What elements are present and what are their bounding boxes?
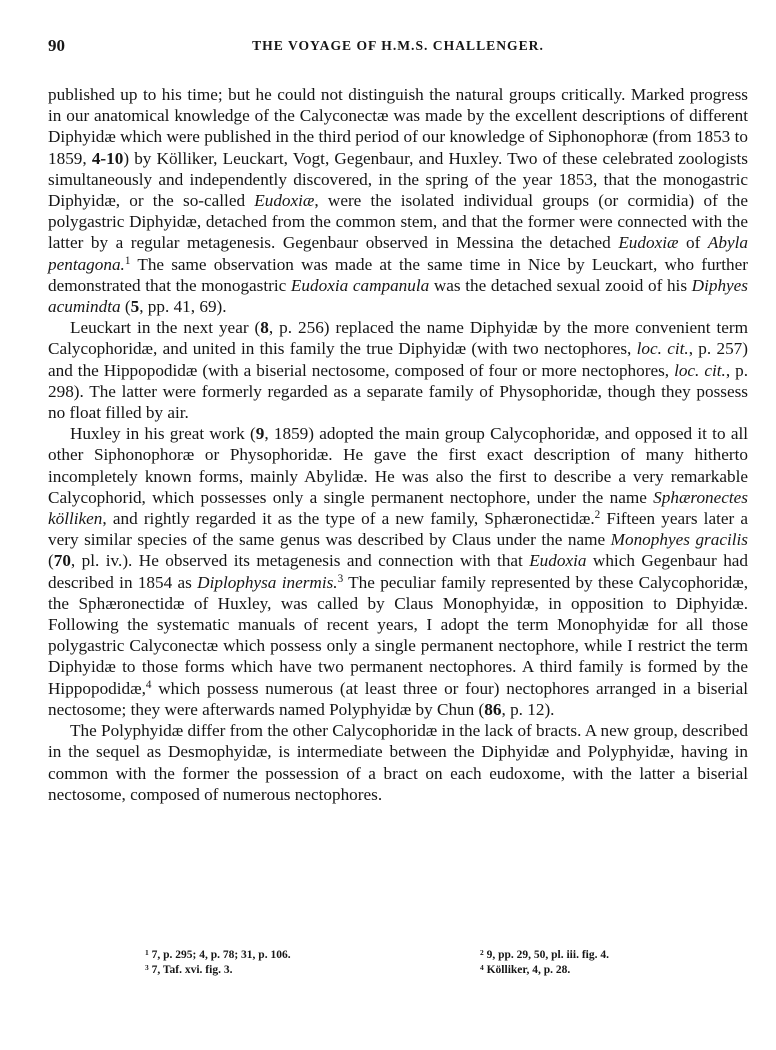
footnote-text: Kölliker, 4, p. 28. <box>486 964 571 976</box>
italic-term: Eudoxiæ <box>618 233 679 253</box>
text-run: , pl. iv.). He observed its metagenesis and connection with that <box>70 551 530 571</box>
text-run: ( <box>48 551 54 571</box>
text-run: , p. 256) replaced the name Diphyidæ by the more convenient term Calycophoridæ, and united in this family the true Diphyidæ (with two nectophores, <box>48 318 748 359</box>
text-run: , p. 257) and the Hippopodidæ (with a biserial nectosome, composed of four or more nectophores, <box>48 339 748 380</box>
footnote-mark: 1 <box>145 948 149 958</box>
footnote <box>480 963 609 978</box>
paragraph <box>48 84 748 317</box>
text-run: , 1859) adopted the main group Calycophoridæ, and opposed it to all other Siphonophoræ or Physophoridæ. He gave the first exact description of many hitherto incompletely known forms, mainly Abylidæ. He was also the first to describe a very remarkable Calycophorid, which possesses only a single permanent nectophore, under the name <box>48 424 748 507</box>
text-run: , and rightly regarded it as the type of a new family, Sphæronectidæ. <box>102 509 595 529</box>
italic-term: Sphæronectes kölliken <box>48 487 748 529</box>
text-run: , pp. 41, 69). <box>139 297 227 317</box>
footnote-text: 9, pp. 29, 50, pl. iii. fig. 4. <box>486 949 609 961</box>
footnote-column-right <box>480 948 609 978</box>
reference-number: 86 <box>484 699 502 719</box>
paragraph <box>48 317 748 423</box>
text-run: ) by Kölliker, Leuckart, Vogt, Gegenbaur, and Huxley. Two of these celebrated zoologists simultaneously and independently discovered, in the spring of the year 1853, that the monogastric Diphyidæ, or the so-called <box>48 148 748 211</box>
italic-term: Eudoxia campanula <box>290 275 430 295</box>
text-run: published up to his time; but he could not distinguish the natural groups critically. Marked progress in our anatomical knowledge of the Calyconectæ was made by the excellent descriptions of different Diphyidæ which were published in the third period of our knowledge of Siphonophoræ (from 1853 to 1859, <box>48 85 748 168</box>
italic-term: Eudoxia <box>529 551 587 571</box>
text-run: Huxley in his great work ( <box>70 424 256 444</box>
italic-term: Diplophysa inermis. <box>197 572 338 592</box>
footnote-ref: 2 <box>594 508 601 521</box>
text-run: Leuckart in the next year ( <box>70 318 261 338</box>
reference-number: 70 <box>53 551 71 571</box>
text-run: , were the isolated individual groups (or cormidia) of the polygastric Diphyidæ, detached from the common stem, and that the former were connected with the latter by a regular metagenesis. Gegenbaur observed in Messina the detached <box>48 191 748 253</box>
text-run: was the detached sexual zooid of his <box>429 275 692 295</box>
footnote-ref: 4 <box>145 678 152 691</box>
footnote-mark: 4 <box>480 963 484 973</box>
text-run: which Gegenbaur had described in 1854 as <box>48 551 749 592</box>
reference-number: 5 <box>130 297 140 317</box>
text-run: The peculiar family represented by these Calycophoridæ, the Sphæronectidæ of Huxley, was called by Claus Monophyidæ, in opposition to Diphyidæ. Following the systematic manuals of recent years, I adopt the term Monophyidæ for all those polygastric Calyconectæ which possess only a single permanent nectophore, while I restrict the term Diphyidæ to those forms which have two permanent nectophores. A third family is formed by the Hippopodidæ, <box>48 572 748 698</box>
text-run: , p. 298). The latter were formerly regarded as a separate family of Physophoridæ, though they possess no float filled by air. <box>48 360 748 423</box>
footnote-text: 7, Taf. xvi. fig. 3. <box>151 964 233 976</box>
italic-term: Abyla pentagona. <box>48 233 748 274</box>
italic-term: Eudoxiæ <box>254 191 315 211</box>
italic-term: loc. cit. <box>674 360 726 380</box>
reference-number: 4-10 <box>91 148 124 168</box>
text-run: Fifteen years later a very similar species of the same genus was described by Claus under the name <box>48 509 748 550</box>
footnote <box>145 963 291 978</box>
reference-number: 8 <box>260 318 269 338</box>
footnote-text: 7, p. 295; 4, p. 78; 31, p. 106. <box>151 949 291 961</box>
footnote-ref: 3 <box>337 572 344 585</box>
footnote-ref: 1 <box>124 254 131 267</box>
paragraph <box>48 720 748 805</box>
text-run: ( <box>120 297 131 317</box>
text-run: The Polyphyidæ differ from the other Calycophoridæ in the lack of bracts. A new group, described in the sequel as Desmophyidæ, is intermediate between the Diphyidæ and Polyphyidæ, having in common with the former the possession of a bract on each eudoxome, with the latter a biserial nectosome, composed of numerous nectophores. <box>48 721 748 804</box>
text-run: , p. 12). <box>501 699 555 719</box>
page-number: 90 <box>48 36 65 55</box>
footnote-mark: 2 <box>480 948 484 958</box>
italic-term: loc. cit. <box>636 339 689 359</box>
text-run: of <box>678 233 708 253</box>
running-title: THE VOYAGE OF H.M.S. CHALLENGER. <box>252 38 544 53</box>
paragraph <box>48 423 748 720</box>
italic-term: Monophyes gracilis <box>610 530 748 550</box>
footnote <box>480 948 609 963</box>
footnote-mark: 3 <box>145 963 149 973</box>
text-run: The same observation was made at the same time in Nice by Leuckart, who further demonstrated that the monogastric <box>48 254 748 295</box>
italic-term: Diphyes acumindta <box>48 275 748 317</box>
footnote-column-left <box>145 948 291 978</box>
reference-number: 9 <box>255 424 265 444</box>
text-run: which possess numerous (at least three or four) nectophores arranged in a biserial nectosome; they were afterwards named Polyphyidæ by Chun ( <box>48 678 748 719</box>
page-header <box>48 36 748 60</box>
body-text <box>48 84 748 805</box>
footnote <box>145 948 291 963</box>
